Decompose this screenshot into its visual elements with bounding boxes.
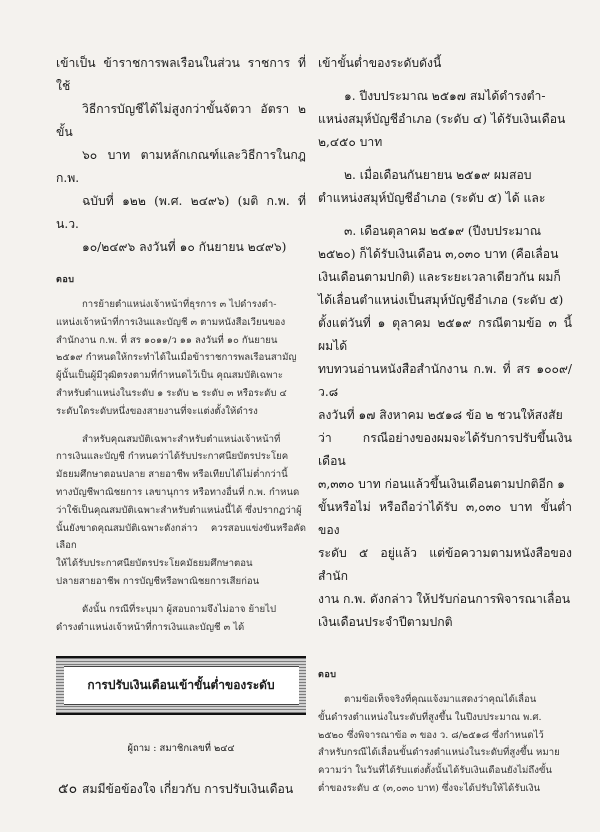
question-line: เข้าขั้นต่ำของระดับดังนี้ bbox=[318, 56, 442, 70]
intro-line: วิธีการบัญชีได้ไม่สูงกว่าขั้นจัตวา อัตรา ๒ ขั้น bbox=[56, 102, 306, 139]
answer-line: สำหรับตำแหน่งในระดับ ๑ ระดับ ๒ ระดับ ๓ หรือระดับ ๔ bbox=[56, 387, 287, 399]
answer-line: มัธยมศึกษาตอนปลาย สายอาชีพ หรือเทียบได้ไม่ต่ำกว่านี้ bbox=[56, 469, 288, 481]
answer-line: สำหรับกรณีได้เลื่อนขั้นดำรงตำแหน่งในระดับที่สูงขึ้น หมาย bbox=[318, 747, 560, 759]
question-line: สมมีข้อข้องใจ เกี่ยวกับ การปรับเงินเดือน bbox=[82, 782, 294, 797]
answer-line: นั้นยังขาดคุณสมบัติเฉพาะดังกล่าว ควรสอบแข่งขันหรือคัดเลือก bbox=[56, 522, 306, 552]
answer-label: ตอบ bbox=[318, 670, 337, 680]
question-line: ขั้นหรือไม่ หรือถือว่าได้รับ ๓,๐๓๐ บาท ขั้นต่ำของ bbox=[318, 500, 572, 537]
answer-line: ให้ได้รับประกาศนียบัตรประโยคมัธยมศึกษาตอน bbox=[56, 558, 253, 570]
question-item-3: ๓. เดือนตุลาคม ๒๕๑๙ (ปีงบประมาณ bbox=[344, 224, 542, 238]
question-line: เงินเดือนตามปกติ) และระยะเวลาเดียวกัน ผมก็ bbox=[318, 270, 561, 284]
answer-line: การย้ายตำแหน่งเจ้าหน้าที่ธุรการ ๓ ไปดำรงตำ- bbox=[82, 299, 277, 310]
answer-line: ๒๕๒๐ ซึ่งพิจารณาข้อ ๓ ของ ว. ๘/๒๕๑๘ ซึ่งกำหนดไว้ bbox=[318, 729, 544, 741]
intro-line: ๑๐/๒๔๙๖ ลงวันที่ ๑๐ กันยายน ๒๔๙๖) bbox=[82, 240, 287, 254]
question-item-1: ๑. ปีงบประมาณ ๒๕๑๗ สมได้ดำรงตำ- bbox=[344, 89, 546, 103]
section-title-banner bbox=[56, 656, 306, 715]
answer-body bbox=[318, 691, 572, 798]
answer-line: ปลายสายอาชีพ การบัญชีหรือพาณิชยการเสียก่อน bbox=[56, 575, 260, 587]
intro-line: เข้าเป็น ข้าราชการพลเรือนในส่วน ราชการ ที่ใช้ bbox=[56, 56, 306, 93]
answer-line: ผู้นั้นเป็นผู้มีวุฒิตรงตามที่กำหนดไว้เป็น คุณสมบัติเฉพาะ bbox=[56, 370, 283, 382]
answer-line: ระดับใดระดับหนึ่งของสายงานที่จะแต่งตั้งให้ดำรง bbox=[56, 405, 258, 417]
question-line: ทบทวนอ่านหนังสือสำนักงาน ก.พ. ที่ สร ๑๐๐๙/ว.๘ bbox=[318, 362, 572, 399]
answer-line: สำนักงาน ก.พ. ที่ สร ๑๐๑๑/ว ๑๑ ลงวันที่ ๑๐ กันยายน bbox=[56, 334, 278, 346]
answer-line: การเงินและบัญชี กำหนดว่าได้รับประกาศนียบัตรประโยค bbox=[56, 451, 289, 463]
answer-line: ขั้นดำรงตำแหน่งในระดับที่สูงขึ้น ในปีงบประมาณ พ.ศ. bbox=[318, 711, 542, 723]
question-line: ๒๕๒๐) ก็ได้รับเงินเดือน ๓,๐๓๐ บาท (คือเลื่อน bbox=[318, 247, 559, 261]
answer-line: ๒๕๑๙ กำหนดให้กระทำได้ในเมื่อข้าราชการพลเรือนสามัญ bbox=[56, 352, 297, 364]
question-line: ว่า กรณีอย่างของผมจะได้รับการปรับขึ้นเงินเดือน bbox=[318, 431, 572, 468]
question-line: ตำแหน่งสมุห์บัญชีอำเภอ (ระดับ ๕) ได้ และ bbox=[318, 191, 546, 205]
answer-body bbox=[56, 296, 306, 636]
question-line: ๒,๔๕๐ บาท bbox=[318, 135, 383, 149]
question-line: ตั้งแต่วันที่ ๑ ตุลาคม ๒๕๑๙ กรณีตามข้อ ๓ นี้ ผมได้ bbox=[318, 316, 572, 353]
answer-line: ดำรงตำแหน่งเจ้าหน้าที่การเงินและบัญชี ๓ ได้ bbox=[56, 621, 245, 633]
question-line: แหน่งสมุห์บัญชีอำเภอ (ระดับ ๔) ได้รับเงินเดือน bbox=[318, 112, 566, 126]
answer-line: ตามข้อเท็จจริงที่คุณแจ้งมาแสดงว่าคุณได้เลื่อน bbox=[344, 694, 537, 705]
answer-line: ทางบัญชีพาณิชยการ เลขานุการ หรือทางอื่นที่ ก.พ. กำหนด bbox=[56, 486, 300, 498]
question-line: ระดับ ๕ อยู่แล้ว แต่ข้อความตามหนังสือของสำนัก bbox=[318, 546, 572, 583]
left-column bbox=[56, 52, 306, 801]
question-line: ๓,๓๓๐ บาท ก่อนแล้วขึ้นเงินเดือนตามปกติอีก ๑ bbox=[318, 477, 565, 491]
answer-label: ตอบ bbox=[56, 275, 75, 285]
question-line: งาน ก.พ. ดังกล่าว ให้ปรับก่อนการพิจารณาเลื่อน bbox=[318, 592, 571, 606]
answer-line: ดังนั้น กรณีที่ระบุมา ผู้สอบถามจึงไม่อาจ ย้ายไป bbox=[82, 603, 277, 615]
section-title: การปรับเงินเดือนเข้าขั้นต่ำของระดับ bbox=[64, 666, 299, 705]
answer-line: สำหรับคุณสมบัติเฉพาะสำหรับตำแหน่งเจ้าหน้าที่ bbox=[82, 433, 281, 445]
intro-line: ๖๐ บาท ตามหลักเกณฑ์และวิธีการในกฎ ก.พ. bbox=[56, 148, 306, 185]
answer-line: ต่ำของระดับ ๕ (๓,๐๓๐ บาท) ซึ่งจะได้ปรับให้ได้รับเงิน bbox=[318, 782, 541, 794]
answer-line: ความว่า ในวันที่ได้รับแต่งตั้งนั้นได้รับเงินเดือนยังไม่ถึงขั้น bbox=[318, 765, 552, 777]
question-line: เงินเดือนประจำปีตามปกติ bbox=[318, 615, 453, 629]
question-line: ได้เลื่อนตำแหน่งเป็นสมุห์บัญชีอำเภอ (ระดับ ๕) bbox=[318, 293, 564, 307]
intro-line: ฉบับที่ ๑๒๒ (พ.ศ. ๒๔๙๖) (มติ ก.พ. ที่ น.ว. bbox=[56, 194, 306, 231]
answer-line: ว่าใช้เป็นคุณสมบัติเฉพาะสำหรับตำแหน่งนี้ได้ ซึ่งปรากฏว่าผู้ bbox=[56, 504, 302, 516]
right-column bbox=[318, 52, 572, 798]
question-item-2: ๒. เมื่อเดือนกันยายน ๒๕๑๙ ผมสอบ bbox=[344, 168, 532, 182]
answer-line: แหน่งเจ้าหน้าที่การเงินและบัญชี ๓ ตามหนังสือเวียนของ bbox=[56, 316, 286, 328]
question-author: ผู้ถาม : สมาชิกเลขที่ ๒๔๔ bbox=[127, 743, 235, 755]
page-number: ๕๐ bbox=[58, 781, 78, 797]
question-line: ลงวันที่ ๑๗ สิงหาคม ๒๕๑๘ ข้อ ๒ ชวนให้สงสัย bbox=[318, 408, 563, 422]
